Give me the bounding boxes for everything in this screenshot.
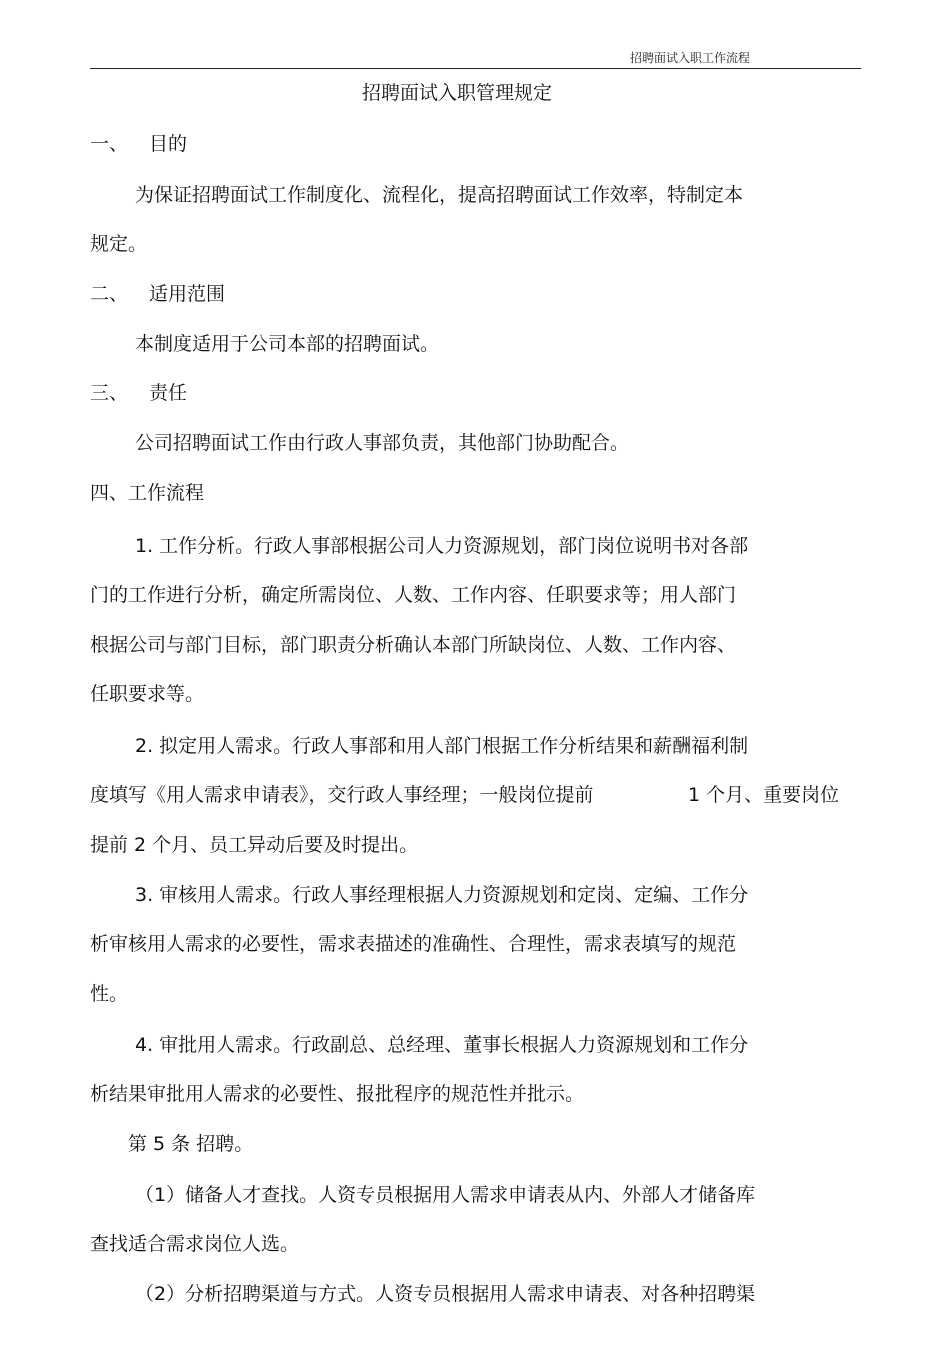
running-header: 招聘面试入职工作流程 bbox=[630, 51, 751, 65]
text-line: 4. 审批用人需求。行政副总、总经理、董事长根据人力资源规划和工作分 bbox=[135, 1034, 749, 1056]
text-line: 查找适合需求岗位人选。 bbox=[90, 1233, 300, 1255]
text-line: 规定。 bbox=[90, 233, 148, 255]
text-line: 第 5 条 招聘。 bbox=[128, 1133, 254, 1155]
text-line: 1. 工作分析。行政人事部根据公司人力资源规划，部门岗位说明书对各部 bbox=[135, 535, 749, 557]
text-line: 2. 拟定用人需求。行政人事部和用人部门根据工作分析结果和薪酬福利制 bbox=[135, 735, 749, 757]
text-line: 任职要求等。 bbox=[90, 683, 205, 705]
text-line: 二、 bbox=[90, 283, 129, 305]
text-line: 1 个月、重要岗位 bbox=[688, 784, 840, 806]
text-line: 公司招聘面试工作由行政人事部负责，其他部门协助配合。 bbox=[135, 432, 630, 454]
text-line: 析结果审批用人需求的必要性、报批程序的规范性并批示。 bbox=[90, 1083, 585, 1105]
text-line: 度填写《用人需求申请表》，交行政人事经理；一般岗位提前 bbox=[90, 784, 594, 806]
text-line: 三、 bbox=[90, 382, 129, 404]
text-line: 责任 bbox=[149, 382, 188, 404]
text-line: （2）分析招聘渠道与方式。人资专员根据用人需求申请表、对各种招聘渠 bbox=[135, 1283, 756, 1305]
text-line: 提前 2 个月、员工异动后要及时提出。 bbox=[90, 834, 419, 856]
text-line: 目的 bbox=[149, 133, 188, 155]
text-line: （1）储备人才查找。人资专员根据用人需求申请表从内、外部人才储备库 bbox=[135, 1184, 756, 1206]
text-line: 析审核用人需求的必要性，需求表描述的准确性、合理性，需求表填写的规范 bbox=[90, 933, 737, 955]
text-line: 3. 审核用人需求。行政人事经理根据人力资源规划和定岗、定编、工作分 bbox=[135, 884, 749, 906]
text-line: 本制度适用于公司本部的招聘面试。 bbox=[135, 333, 440, 355]
text-line: 根据公司与部门目标，部门职责分析确认本部门所缺岗位、人数、工作内容、 bbox=[90, 634, 737, 656]
text-line: 适用范围 bbox=[149, 283, 226, 305]
text-line: 为保证招聘面试工作制度化、流程化，提高招聘面试工作效率，特制定本 bbox=[135, 184, 744, 206]
text-line: 四、工作流程 bbox=[90, 482, 205, 504]
text-line: 性。 bbox=[90, 983, 129, 1005]
text-line: 门的工作进行分析，确定所需岗位、人数、工作内容、任职要求等；用人部门 bbox=[90, 584, 737, 606]
header-rule bbox=[90, 68, 861, 69]
document-title: 招聘面试入职管理规定 bbox=[362, 82, 553, 104]
text-line: 一、 bbox=[90, 133, 129, 155]
